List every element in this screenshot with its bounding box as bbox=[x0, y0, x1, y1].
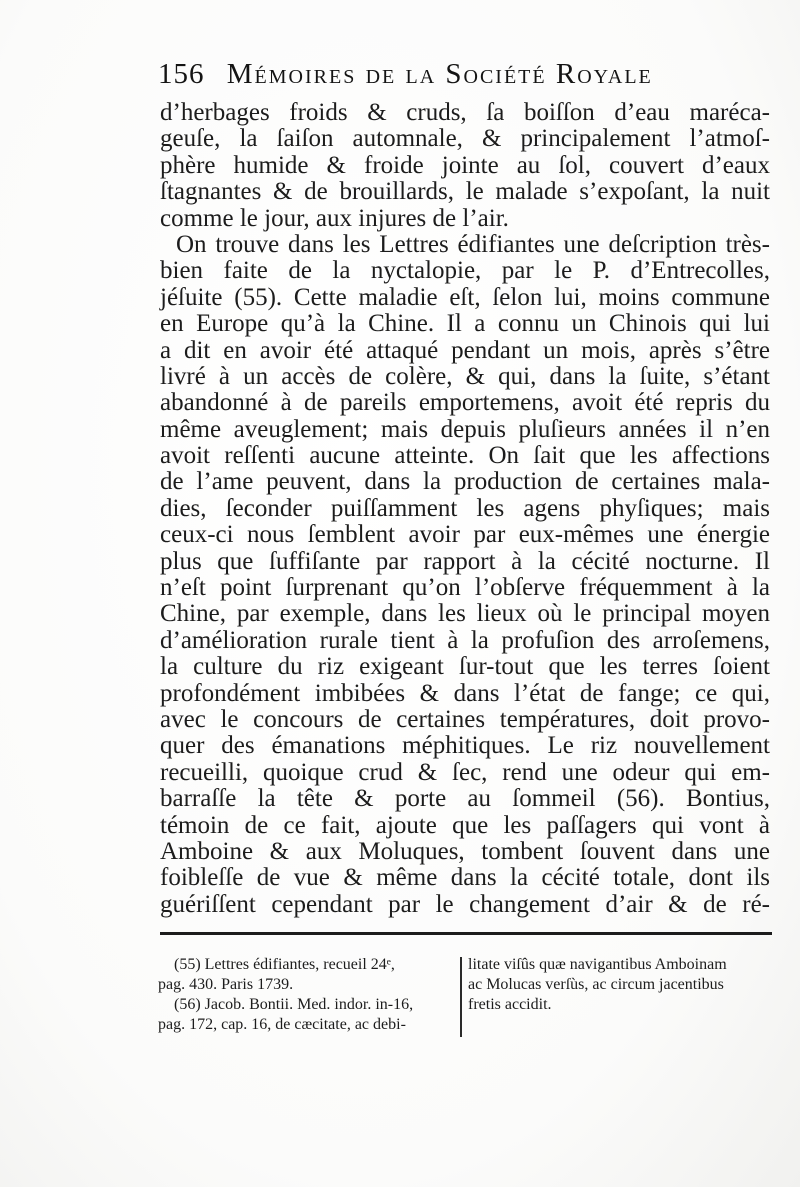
text-line: jéſuite (55). Cette maladie eſt, ſelon lui, moins commune bbox=[160, 283, 770, 311]
running-title: Mémoires de la Société Royale bbox=[226, 58, 653, 90]
text-line: phère humide & froide jointe au ſol, couvert d’eaux bbox=[160, 151, 770, 179]
text-line: ceux-ci nous ſemblent avoir par eux-mêmes une énergie bbox=[160, 521, 770, 549]
text-line: témoin de ce fait, ajoute que les paſſagers qui vont à bbox=[160, 811, 770, 839]
text-line: la culture du riz exigeant ſur-tout que les terres ſoient bbox=[160, 653, 770, 681]
text-line: recueilli, quoique crud & ſec, rend une odeur qui em- bbox=[160, 758, 770, 786]
text-line: de l’ame peuvent, dans la production de certaines mala- bbox=[160, 468, 770, 496]
footnote-column-divider bbox=[460, 957, 462, 1037]
text-line: barraſſe la tête & porte au ſommeil (56). Bontius, bbox=[160, 785, 770, 813]
text-line: avoit reſſenti aucune atteinte. On ſait que les affections bbox=[160, 442, 770, 470]
text-line: d’amélioration rurale tient à la profuſion des arroſemens, bbox=[160, 626, 770, 654]
text-line: a dit en avoir été attaqué pendant un mois, après s’être bbox=[160, 336, 770, 364]
footnotes-left-column bbox=[158, 955, 454, 1035]
text-line: Chine, par exemple, dans les lieux où le principal moyen bbox=[160, 600, 770, 628]
text-line: même aveuglement; mais depuis pluſieurs années il n’en bbox=[160, 415, 770, 443]
text-line: comme le jour, aux injures de l’air. bbox=[160, 204, 509, 232]
text-line: quer des émanations méphitiques. Le riz nouvellement bbox=[160, 732, 770, 760]
text-line: plus que ſuffiſante par rapport à la cécité nocturne. Il bbox=[160, 547, 770, 575]
footnote-line: pag. 430. Paris 1739. bbox=[158, 976, 294, 993]
footnote-line: (55) Lettres édifiantes, recueil 24ᵉ, bbox=[174, 956, 395, 973]
text-line: ſtagnantes & de brouillards, le malade s’expoſant, la nuit bbox=[160, 178, 770, 206]
footnote-line: (56) Jacob. Bontii. Med. indor. in-16, bbox=[174, 996, 414, 1013]
text-line: livré à un accès de colère, & qui, dans la ſuite, s’étant bbox=[160, 362, 770, 390]
footnote-line: fretis accidit. bbox=[468, 996, 552, 1013]
footnote-line: ac Molucas verſùs, ac circum jacentibus bbox=[468, 976, 724, 993]
text-line: d’herbages froids & cruds, ſa boiſſon d’eau maréca- bbox=[160, 99, 770, 126]
footnote-rule bbox=[160, 932, 772, 935]
footnotes-right-column bbox=[468, 955, 770, 1015]
page-number: 156 bbox=[158, 58, 205, 90]
running-head bbox=[158, 58, 718, 91]
text-line: n’eſt point ſurprenant qu’on l’obſerve fréquemment à la bbox=[160, 574, 770, 602]
text-line: avec le concours de certaines températures, doit provo- bbox=[160, 705, 770, 733]
text-line: foibleſſe de vue & même dans la cécité totale, dont ils bbox=[160, 864, 770, 892]
text-line: en Europe qu’à la Chine. Il a connu un Chinois qui lui bbox=[160, 310, 770, 338]
text-line: profondément imbibées & dans l’état de fange; ce qui, bbox=[160, 679, 770, 707]
text-line: On trouve dans les Lettres édifiantes une deſcription très- bbox=[176, 230, 770, 258]
text-line: dies, ſeconder puiſſamment les agens phyſiques; mais bbox=[160, 494, 770, 522]
text-line: Amboine & aux Moluques, tombent ſouvent dans une bbox=[160, 837, 770, 865]
body-text bbox=[160, 100, 770, 918]
footnote-line: litate viſûs quæ navigantibus Amboinam bbox=[468, 956, 727, 973]
text-line: bien faite de la nyctalopie, par le P. d’Entrecolles, bbox=[160, 257, 770, 285]
footnote-line: pag. 172, cap. 16, de cæcitate, ac debi- bbox=[158, 1016, 406, 1033]
text-line: guériſſent cependant par le changement d’air & de ré- bbox=[160, 890, 770, 918]
text-line: abandonné à de pareils emportemens, avoit été repris du bbox=[160, 389, 770, 417]
text-line: geuſe, la ſaiſon automnale, & principalement l’atmoſ- bbox=[160, 125, 770, 153]
